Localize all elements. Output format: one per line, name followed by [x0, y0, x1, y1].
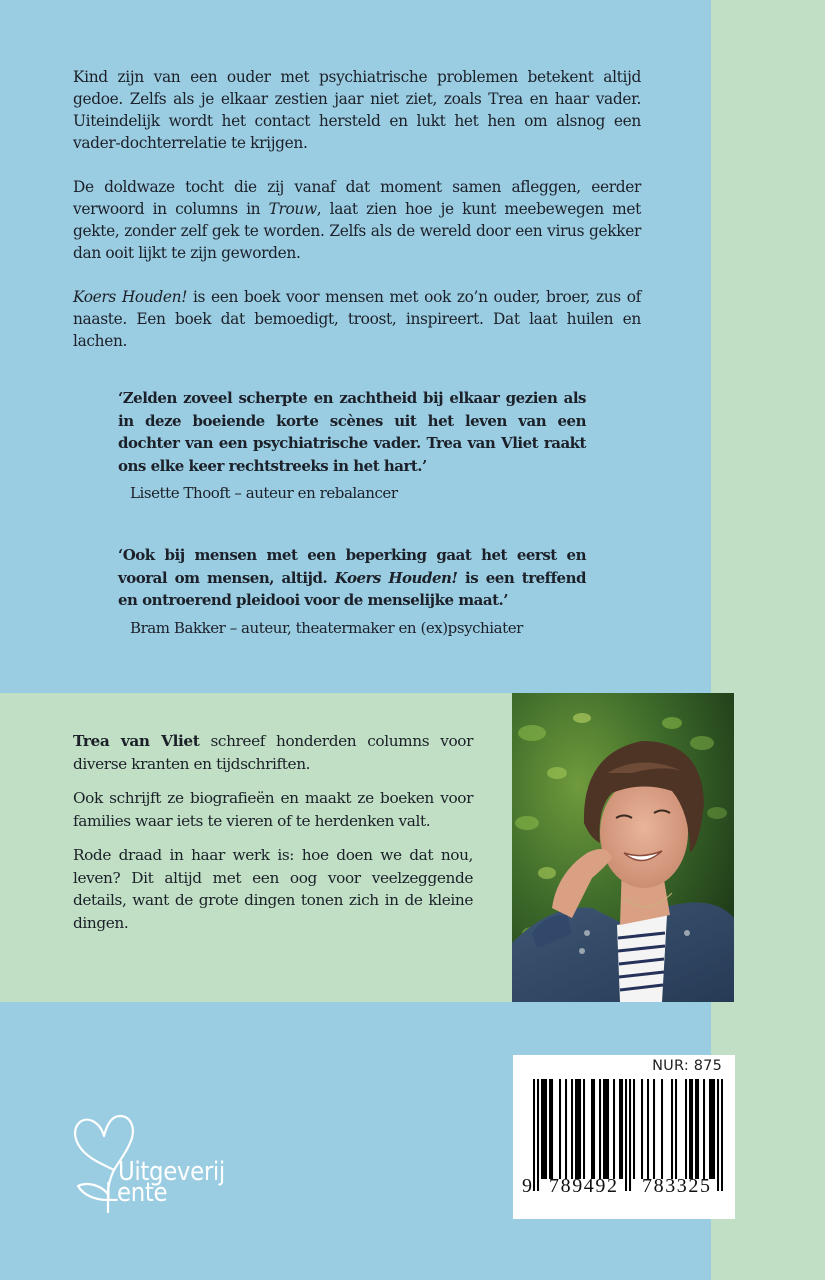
blurb-text [73, 66, 641, 352]
bio-paragraph-1 [73, 730, 473, 775]
bio-paragraph-3: Rode draad in haar werk is: hoe doen we dat nou, leven? Dit altijd met een oog voor veelzeggende details, want de grote dingen tonen zich in de kleine dingen. [73, 846, 473, 932]
quote-author: Bram Bakker – auteur, theatermaker en (ex)psychiater [130, 618, 523, 637]
barcode-digits-right: 783325 [642, 1175, 712, 1197]
quote-text-span: ‘Ook bij mensen met een beperking gaat het eerst en vooral om mensen, altijd. [118, 546, 586, 587]
bio-paragraph-2: Ook schrijft ze biografieën en maakt ze boeken voor families waar iets te vieren of te herdenken valt. [73, 789, 473, 830]
quote-text-span: is een treffend en ontroerend pleidooi voor de menselijke maat.’ [118, 568, 586, 609]
blurb-paragraph-1 [73, 66, 641, 154]
portrait-illustration [512, 693, 734, 1002]
blurb-text-span: De doldwaze tocht die zij vanaf dat moment samen afleggen, eerder verwoord in columns in [73, 178, 641, 218]
publisher-name-line-2: Lente [105, 1178, 168, 1208]
barcode-digits-left: 789492 [549, 1175, 619, 1197]
quote-text [118, 544, 586, 612]
book-title: Koers Houden! [334, 568, 458, 587]
blurb-paragraph-2 [73, 176, 641, 264]
bio-text-span: schreef honderden columns voor diverse kranten en tijdschriften. [73, 732, 473, 773]
author-bio [73, 730, 473, 946]
publisher-name-line-1: Uitgeverij [118, 1157, 225, 1187]
blurb-paragraph-3 [73, 286, 641, 352]
blurb-text-span: , laat zien hoe je kunt meebewegen met gekte, zonder zelf gek te worden. Zelfs als de wereld door een virus gekker dan ooit lijkt te zijn geworden. [73, 200, 641, 262]
barcode-digit-first: 9 [522, 1175, 534, 1197]
blurb-text-span: Kind zijn van een ouder met psychiatrische problemen betekent altijd gedoe. Zelfs als je elkaar zestien jaar niet ziet, zoals Trea en haar vader. Uiteindelijk wordt het contact hersteld en lukt het hen om alsnog een vader-dochterrelatie te krijgen. [73, 68, 641, 152]
quote-text-span: ‘Zelden zoveel scherpte en zachtheid bij elkaar gezien als in deze boeiende korte scènes uit het leven van een dochter van een psychiatrische vader. Trea van Vliet raakt ons elke keer rechtstreeks in het hart.’ [118, 389, 586, 475]
review-quote-2 [118, 544, 586, 639]
nur-code: NUR: 875 [652, 1058, 722, 1074]
quote-author: Lisette Thooft – auteur en rebalancer [130, 484, 398, 502]
book-title: Koers Houden! [73, 288, 188, 306]
blurb-text-span: is een boek voor mensen met ook zo’n ouder, broer, zus of naaste. Een boek dat bemoedigt, troost, inspireert. Dat laat huilen en lachen. [73, 288, 642, 350]
author-photo [512, 693, 734, 1002]
isbn-barcode [513, 1055, 735, 1219]
publisher-logo [70, 1112, 270, 1222]
author-name: Trea van Vliet [73, 732, 200, 750]
newspaper-title: Trouw [268, 200, 317, 218]
review-quote-1 [118, 387, 586, 505]
quote-text [118, 387, 586, 477]
